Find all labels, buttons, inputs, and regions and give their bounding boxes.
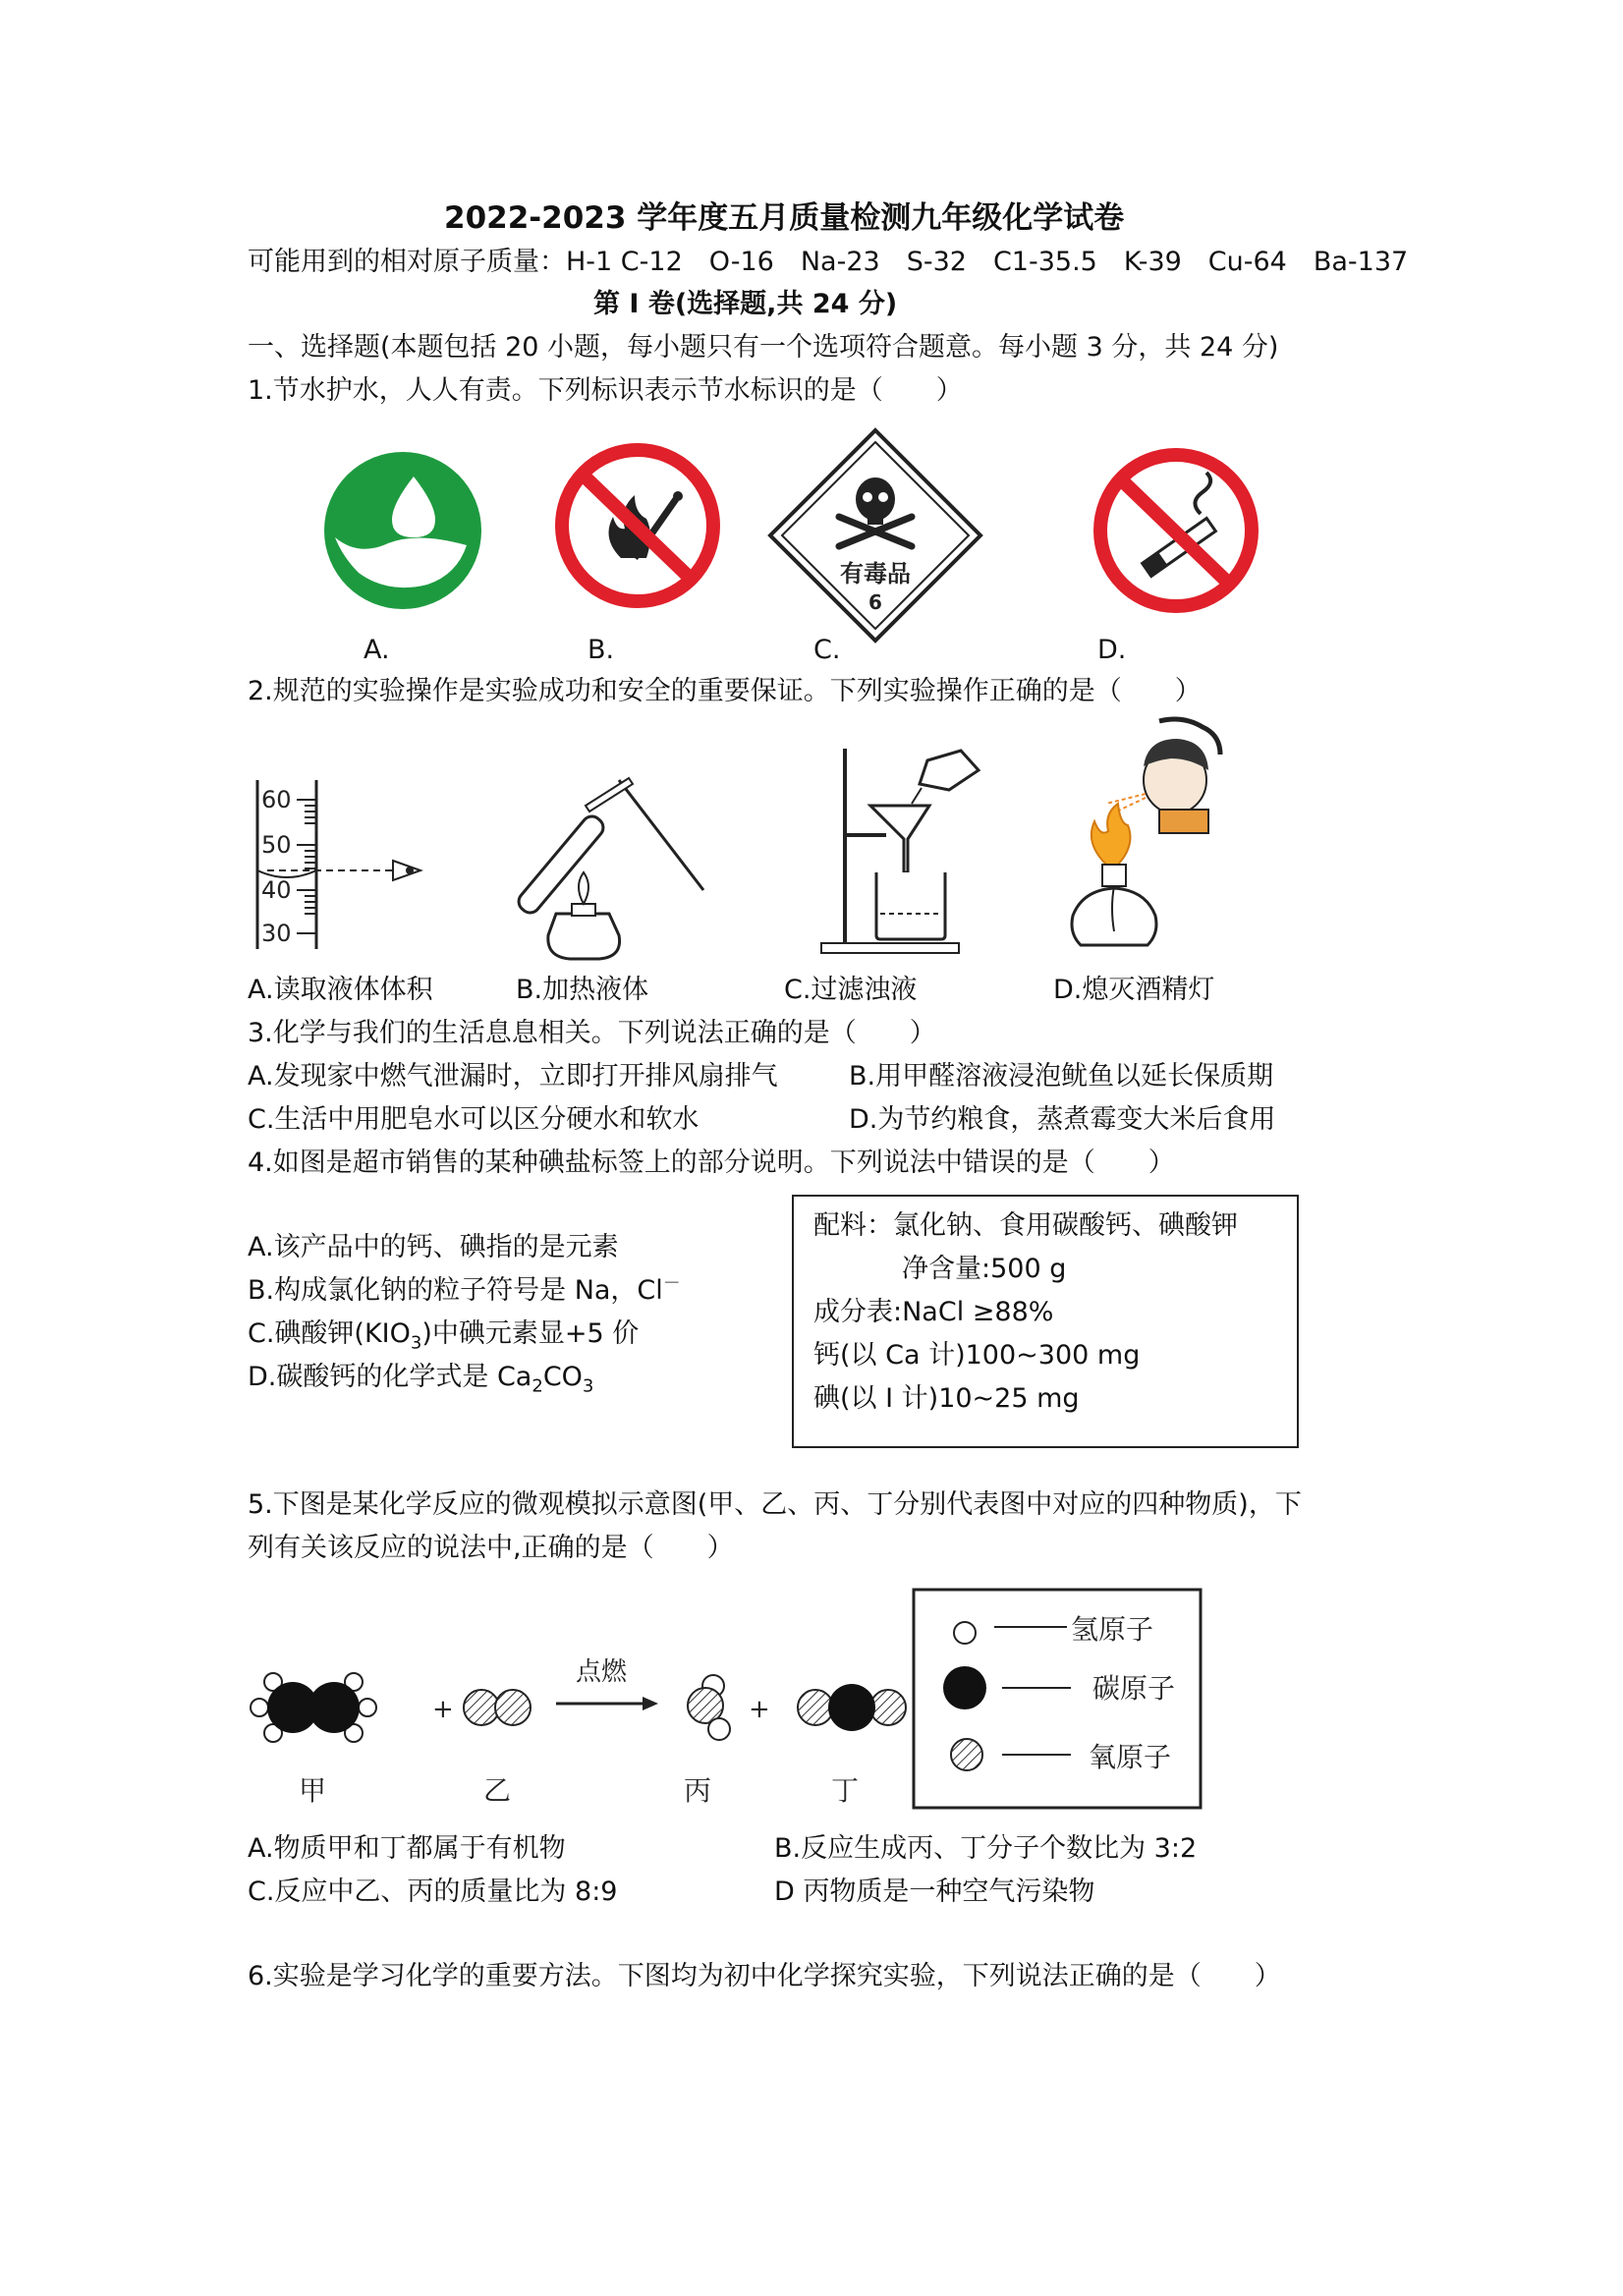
label-ding: 丁	[831, 1774, 860, 1807]
reaction-condition: 点燃	[576, 1657, 628, 1687]
q4-option-d: D.碳酸钙的化学式是 $Ca_2CO_3$	[248, 1362, 594, 1397]
q4-option-c: C.碘酸钾$(KIO_3)$中碘元素显+5 价	[248, 1318, 640, 1354]
q6-stem: 6.实验是学习化学的重要方法。下图均为初中化学探究实验，下列说法正确的是（ ）	[248, 1961, 1281, 1991]
salt-label-nacl: 成分表:NaCl ≥88%	[813, 1297, 1054, 1327]
q3-stem: 3.化学与我们的生活息息相关。下列说法正确的是（ ）	[248, 1018, 936, 1048]
poison-number: 6	[868, 590, 882, 614]
q1-stem: 1.节水护水，人人有责。下列标识表示节水标识的是（ ）	[248, 375, 963, 406]
label-bing: 丙	[684, 1774, 712, 1807]
q2-option-a: A.读取液体体积	[248, 975, 433, 1005]
q5-option-b: B.反应生成丙、丁分子个数比为 3:2	[774, 1833, 1198, 1864]
salt-label-ingredients: 配料：氯化钠、食用碳酸钙、碘酸钾	[813, 1210, 1238, 1241]
no-fire-icon	[552, 440, 724, 612]
label-yi: 乙	[483, 1774, 512, 1807]
legend-hydrogen-icon	[954, 1622, 976, 1644]
q3-option-b: B.用甲醛溶液浸泡鱿鱼以延长保质期	[849, 1061, 1274, 1092]
q2-option-b: B.加热液体	[516, 975, 649, 1005]
no-smoking-icon	[1091, 445, 1262, 617]
legend-carbon-icon	[943, 1666, 986, 1709]
filtration-figure	[812, 725, 1008, 957]
legend-oxygen-icon	[951, 1739, 982, 1770]
q3-option-a: A.发现家中燃气泄漏时，立即打开排风扇排气	[248, 1061, 778, 1092]
water-saving-icon	[319, 447, 486, 614]
q4-stem: 4.如图是超市销售的某种碘盐标签上的部分说明。下列说法中错误的是（ ）	[248, 1148, 1175, 1178]
q1-label-d: D.	[1097, 635, 1127, 665]
q5-option-a: A.物质甲和丁都属于有机物	[248, 1833, 566, 1864]
q2-stem: 2.规范的实验操作是实验成功和安全的重要保证。下列实验操作正确的是（ ）	[248, 676, 1202, 706]
q3-option-d: D.为节约粮食，蒸煮霉变大米后食用	[849, 1104, 1276, 1135]
q5-option-c: C.反应中乙、丙的质量比为 8:9	[248, 1876, 618, 1907]
graduated-cylinder-figure	[248, 776, 434, 953]
extinguish-lamp-figure	[1065, 715, 1252, 957]
q1-label-a: A.	[364, 635, 390, 665]
poison-text: 有毒品	[840, 560, 911, 588]
q4-option-a: A.该产品中的钙、碘指的是元素	[248, 1232, 619, 1262]
molecule-yi	[464, 1690, 531, 1725]
legend-carbon: 碳原子	[1092, 1672, 1176, 1705]
salt-label-net-weight: 净含量:500 g	[902, 1254, 1067, 1284]
poison-icon	[764, 424, 986, 646]
tick-30: 30	[261, 920, 292, 947]
exam-title: 2022-2023 学年度五月质量检测九年级化学试卷	[444, 200, 1125, 236]
q2-option-c: C.过滤浊液	[784, 975, 918, 1005]
q5-option-d: D 丙物质是一种空气污染物	[774, 1876, 1095, 1907]
q4-option-b: B.构成氯化钠的粒子符号是 Na，Cl－	[248, 1273, 681, 1306]
q2-option-d: D.熄灭酒精灯	[1053, 975, 1215, 1005]
section-title: 第 I 卷(选择题,共 24 分)	[593, 289, 898, 319]
tick-40: 40	[261, 876, 292, 904]
atomic-masses: 可能用到的相对原子质量：H-1 C-12 O-16 Na-23 S-32 C1-35.5 K-39 Cu-64 Ba-137	[248, 247, 1409, 277]
plus-sign-1: +	[432, 1695, 454, 1724]
molecule-bing	[688, 1675, 730, 1740]
heating-liquid-figure	[511, 766, 717, 963]
tick-50: 50	[261, 831, 292, 859]
q3-option-c: C.生活中用肥皂水可以区分硬水和软水	[248, 1104, 700, 1135]
q5-stem-line2: 列有关该反应的说法中,正确的是（ ）	[248, 1533, 734, 1563]
q1-label-b: B.	[588, 635, 615, 665]
tick-60: 60	[261, 786, 292, 813]
q1-label-c: C.	[813, 635, 841, 665]
q5-stem-line1: 5.下图是某化学反应的微观模拟示意图(甲、乙、丙、丁分别代表图中对应的四种物质)，下	[248, 1489, 1302, 1520]
plus-sign-2: +	[749, 1695, 770, 1724]
reaction-diagram	[246, 1582, 1208, 1818]
salt-label-calcium: 钙(以 Ca 计)100~300 mg	[813, 1340, 1141, 1371]
part-intro: 一、选择题(本题包括 20 小题，每小题只有一个选项符合题意。每小题 3 分，共 24 分)	[248, 332, 1279, 363]
molecule-jia	[251, 1673, 376, 1742]
molecule-ding	[798, 1684, 906, 1731]
label-jia: 甲	[299, 1774, 327, 1807]
legend-oxygen: 氧原子	[1089, 1741, 1172, 1773]
salt-label-iodine: 碘(以 I 计)10~25 mg	[813, 1383, 1080, 1414]
legend-hydrogen: 氢原子	[1071, 1613, 1154, 1646]
